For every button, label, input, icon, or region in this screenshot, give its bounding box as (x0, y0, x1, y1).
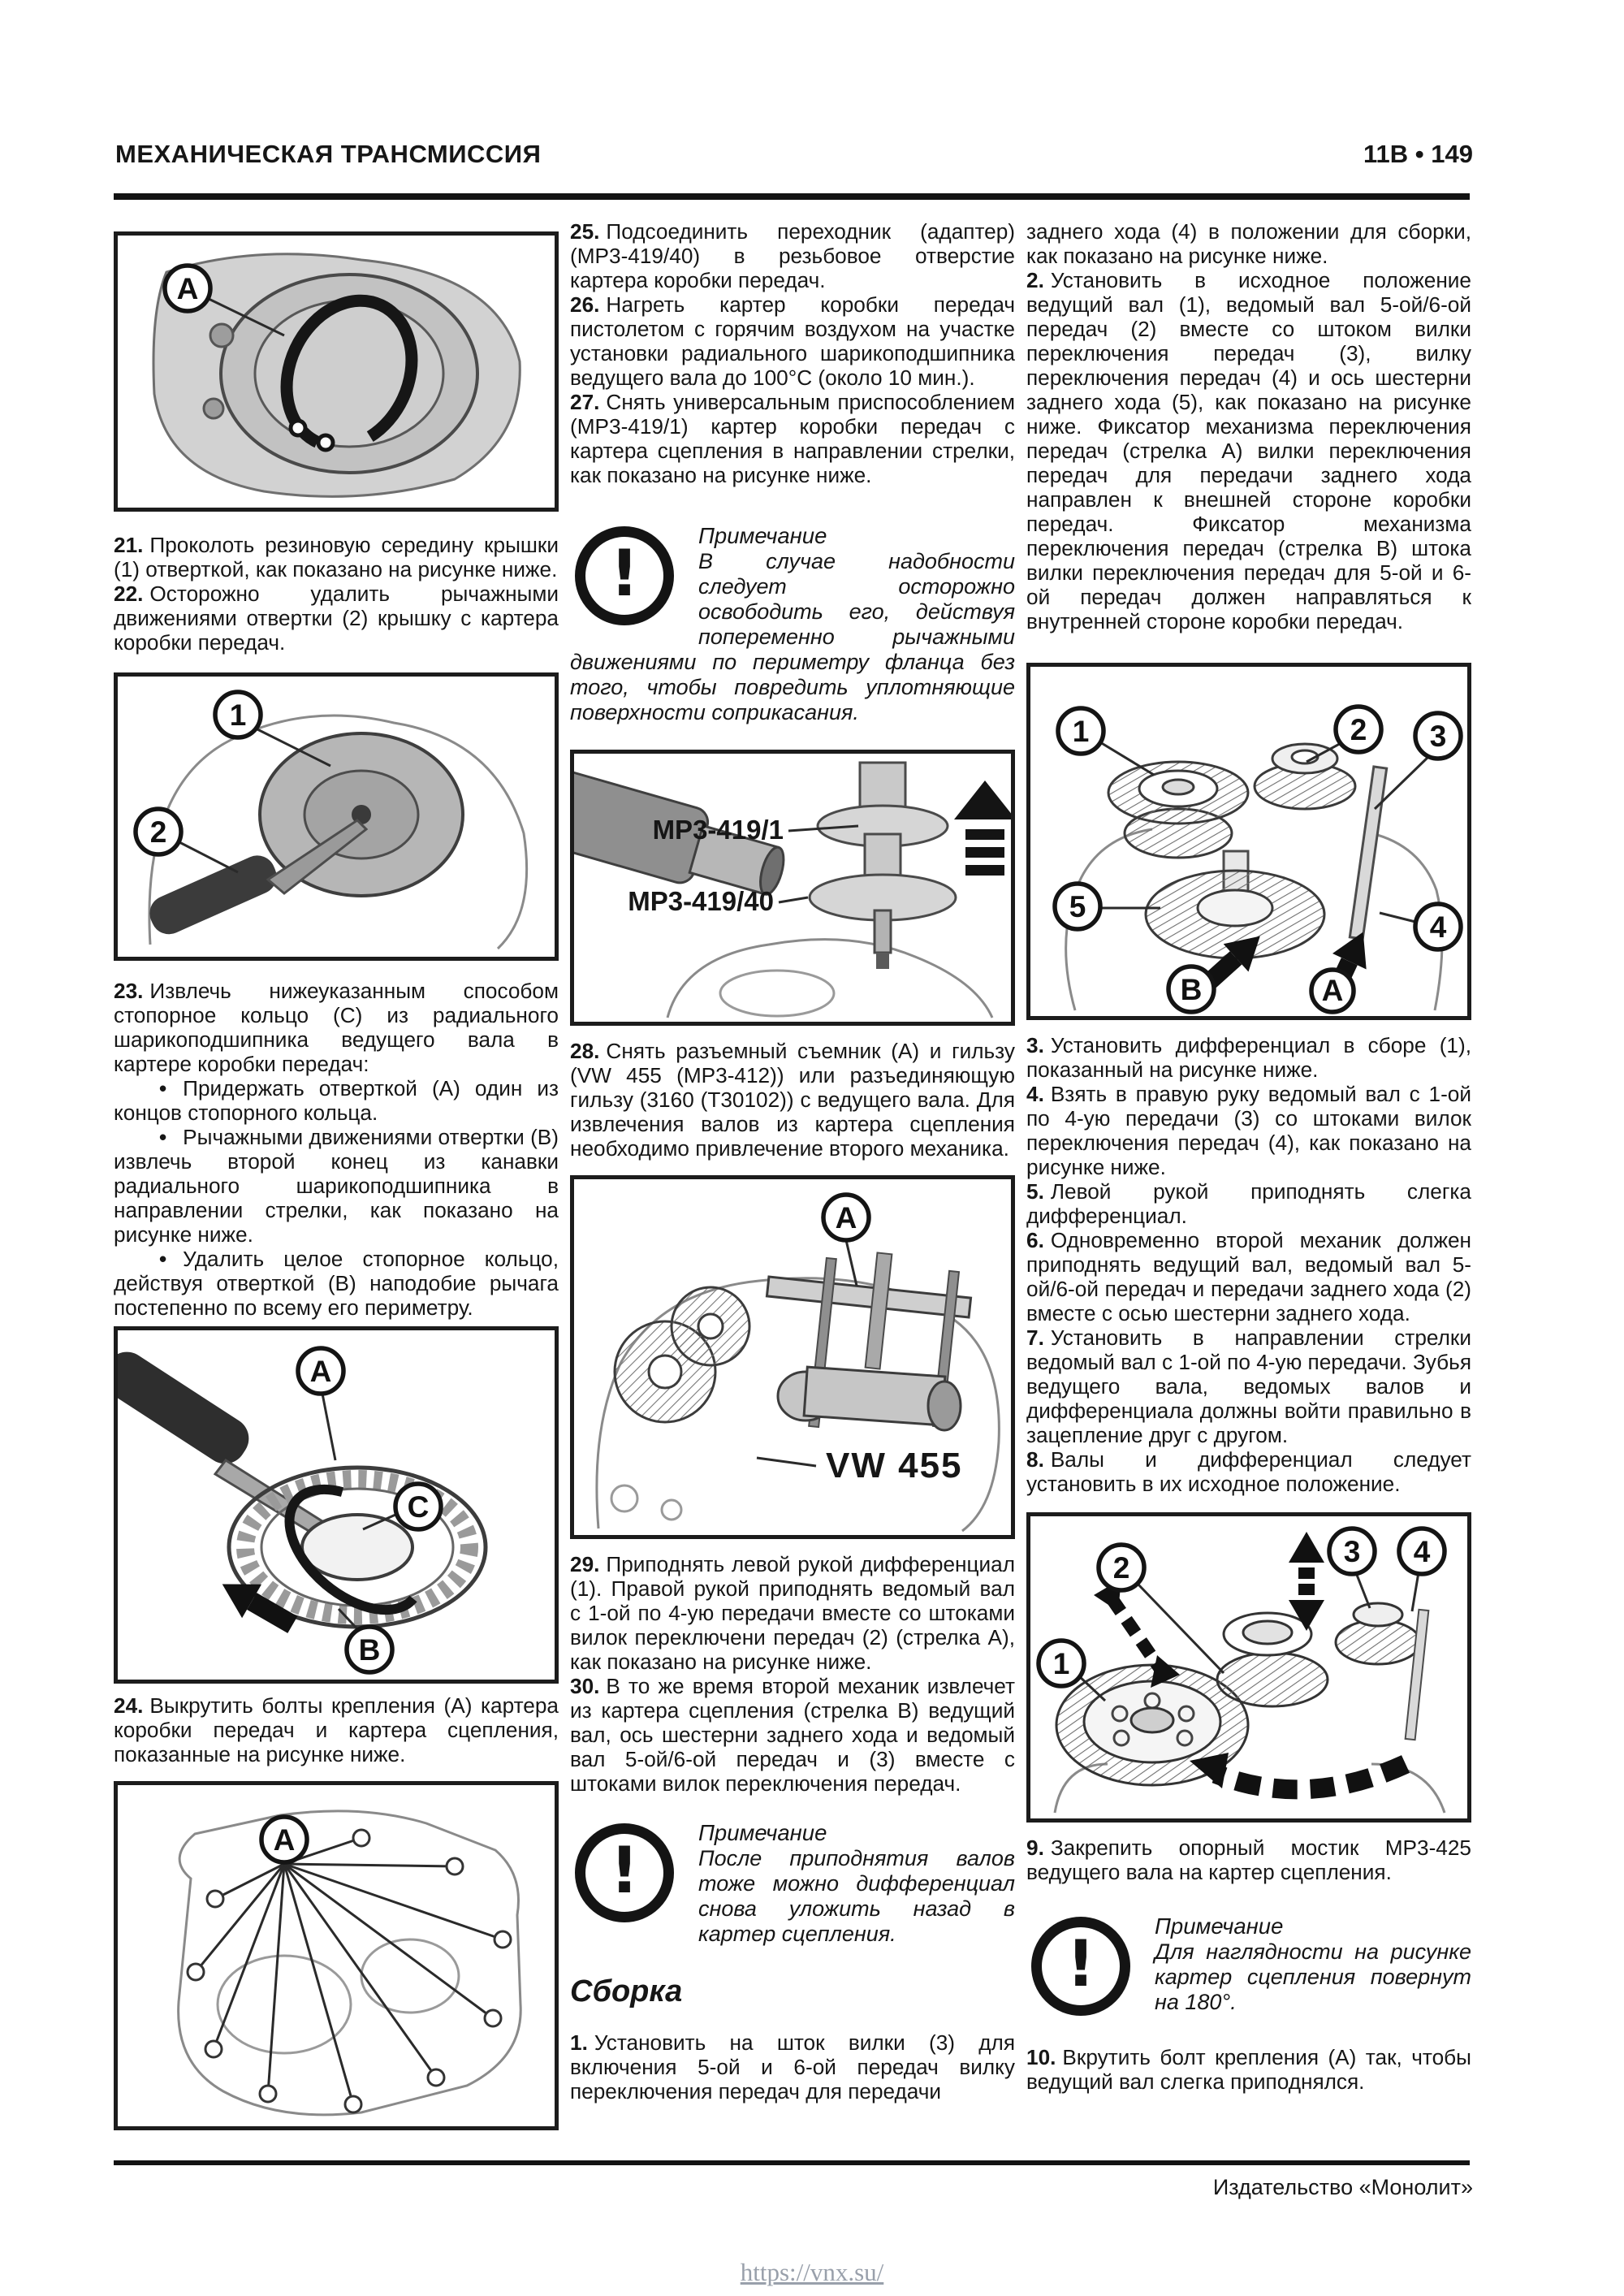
step-number: 10. (1026, 2045, 1056, 2069)
note-title: Примечание (698, 523, 827, 548)
step-6 (1026, 1228, 1471, 1325)
step-text: Снять универсальным приспособлением (МР3-419/1) картер коробки передач с картера сцепления в направлении стрелки, как показано на рисунке ниже. (570, 390, 1015, 487)
bullet-text: Придержать отверткой (А) один из концов стопорного кольца. (114, 1076, 559, 1125)
svg-text:3: 3 (1429, 720, 1447, 753)
step-text: Левой рукой приподнять слегка дифференциал. (1026, 1179, 1471, 1228)
step-number: 9. (1026, 1836, 1044, 1860)
svg-text:B: B (1180, 973, 1203, 1006)
step-number: 30. (570, 1674, 600, 1698)
warning-icon: ! (575, 1823, 674, 1922)
step-number: 2. (1026, 268, 1044, 292)
bullet-item (114, 1125, 559, 1247)
step-5 (1026, 1179, 1471, 1228)
step-27 (570, 390, 1015, 487)
callout-2 (136, 809, 238, 872)
step-number: 27. (570, 390, 600, 414)
gear-stack-right (1336, 1603, 1428, 1740)
bullet-item (114, 1247, 559, 1320)
figure-remove-snap-ring (114, 1326, 559, 1684)
svg-text:1: 1 (229, 698, 247, 732)
callout-b (1168, 966, 1214, 1012)
note-title: Примечание (1155, 1913, 1284, 1939)
bullet-item (114, 1076, 559, 1125)
step-text: Проколоть резиновую середину крышки (1) отверткой, как показано на рисунке ниже. (114, 533, 559, 582)
svg-text:4: 4 (1429, 910, 1447, 944)
svg-text:A: A (1321, 974, 1344, 1007)
gear-stack-left (1108, 762, 1248, 858)
figure-adapter-tool (570, 750, 1015, 1026)
step-number: 21. (114, 533, 144, 557)
figure-snap-ring-cover (114, 231, 559, 512)
step-28 (570, 1039, 1015, 1161)
callout-3 (1329, 1529, 1375, 1608)
step-23 (114, 979, 559, 1076)
publisher-credit: Издательство «Монолит» (1212, 2175, 1473, 2199)
step-number: 29. (570, 1552, 600, 1576)
step-8 (1026, 1447, 1471, 1496)
pierce-cover-illustration (118, 677, 555, 957)
callout-a (298, 1348, 343, 1460)
step-number: 4. (1026, 1082, 1044, 1106)
content-columns (114, 219, 1471, 2130)
shafts-position-illustration (1030, 667, 1467, 1016)
step-text: Установить дифференциал в сборе (1), показанный на рисунке ниже. (1026, 1033, 1471, 1082)
figure-differential (1026, 1512, 1471, 1823)
step-text: Снять разъемный съемник (А) и гильзу (VW 455 (МР3-412)) или разъединяющую гильзу (3160 (Т30102)) с ведущего вала. Для извлечения валов из картера сцепления необходимо привлечение второго механика. (570, 1039, 1015, 1161)
warning-icon: ! (575, 526, 674, 625)
svg-text:A: A (273, 1823, 296, 1857)
svg-text:2: 2 (1112, 1551, 1130, 1585)
step-text: Установить в исходное положение ведущий вал (1), ведомый вал 5-ой/6-ой передач (2) вместе со штоком вилки переключения передач (3), вилку переключения передач (4) и ось шестерни заднего хода (5), как показано на рисунке ниже. Фиксатор механизма переключения передач (стрелка А) вилки переключения передач для передачи заднего хода направлен к внешней стороне коробки передач. Фиксатор механизма переключения передач (стрелка В) штока вилки переключения передач для 5-ой и 6-ой передач должен направляться к внутренней стороне коробки передач. (1026, 268, 1471, 633)
adapter-tool-illustration (574, 754, 1011, 1022)
step-number: 28. (570, 1039, 600, 1063)
note-block (1026, 1910, 1471, 2021)
gear-stack-center (1217, 1613, 1328, 1706)
step-3 (1026, 1033, 1471, 1082)
section-title: МЕХАНИЧЕСКАЯ ТРАНСМИССИЯ (115, 140, 542, 168)
screwdriver-handle (144, 850, 282, 940)
assembly-heading: Сборка (570, 1974, 683, 2008)
step-number: 26. (570, 292, 600, 317)
step-text: Одновременно второй механик должен приподнять ведущий вал, ведомый вал 5-ой/6-ой передач и передачи заднего хода (2) вместе с осью шестерни заднего хода. (1026, 1228, 1471, 1325)
step-24 (114, 1693, 559, 1766)
footer-rule (114, 2160, 1470, 2165)
step-text: Осторожно удалить рычажными движениями отвертки (2) крышку с картера коробки передач. (114, 582, 559, 655)
svg-text:2: 2 (149, 815, 167, 849)
step-text: Извлечь нижеуказанным способом стопорное кольцо (С) из радиального шарикоподшипника ведущего вала в картере коробки передач: (114, 979, 559, 1076)
remove-snap-ring-illustration (118, 1330, 555, 1680)
watermark-link[interactable]: https://vnx.su/ (740, 2258, 884, 2286)
svg-text:B: B (358, 1633, 381, 1667)
step-30 (570, 1674, 1015, 1796)
puller-illustration (574, 1179, 1011, 1535)
differential-illustration (1030, 1516, 1467, 1818)
callout-4 (1380, 904, 1461, 949)
callout-b (339, 1609, 392, 1672)
screwdriver-handle (118, 1344, 257, 1472)
step-21 (114, 533, 559, 582)
svg-text:C: C (407, 1490, 430, 1524)
step-9 (1026, 1836, 1471, 1884)
step-4 (1026, 1082, 1471, 1179)
callout-a (1311, 970, 1354, 1012)
note-title: Примечание (698, 1820, 827, 1845)
step-number: 3. (1026, 1033, 1044, 1057)
step-number: 1. (570, 2030, 588, 2055)
tool-label-vw455: VW 455 (826, 1446, 963, 1485)
note-block (570, 1817, 1015, 1947)
step-26 (570, 292, 1015, 390)
step-2 (1026, 268, 1471, 633)
bullet-text: Рычажными движениями отвертки (В) извлечь второй конец из канавки радиального шарикоподшипника в направлении стрелки, как показано на рисунке ниже. (114, 1125, 559, 1247)
callout-4 (1399, 1529, 1445, 1611)
step-text: заднего хода (4) в положении для сборки, как показано на рисунке ниже. (1026, 219, 1471, 268)
step-1 (570, 2030, 1015, 2104)
svg-text:1: 1 (1052, 1647, 1070, 1680)
puller-tool (767, 1252, 970, 1430)
callout-3 (1375, 713, 1461, 809)
step-number: 8. (1026, 1447, 1044, 1472)
page-number: 11В • 149 (1363, 140, 1473, 168)
figure-case-bolts (114, 1781, 559, 2130)
callout-1 (1058, 708, 1154, 775)
step-text: Валы и дифференциал следует установить в их исходное положение. (1026, 1447, 1471, 1496)
svg-text:A: A (176, 272, 199, 305)
note-text: После приподнятия валов тоже можно дифференциал снова уложить назад в картер сцепления. (698, 1846, 1015, 1946)
svg-text:4: 4 (1413, 1535, 1431, 1568)
step-text: Установить на шток вилки (3) для включения 5-ой и 6-ой передач вилку переключения передач для передачи (570, 2030, 1015, 2104)
step-text: Закрепить опорный мостик МР3-425 ведущего вала на картер сцепления. (1026, 1836, 1471, 1884)
gear-stack-right (1255, 744, 1355, 809)
step-text: Приподнять левой рукой дифференциал (1). Правой рукой приподнять ведомый вал с 1-ой по 4-ую передачи вместе со штоками вилок переключени передач (2) (стрелка А), как показано на рисунке ниже. (570, 1552, 1015, 1674)
step-text: Нагреть картер коробки передач пистолетом с горячим воздухом на участке установки радиального шарикоподшипника ведущего вала до 100°С (около 10 мин.). (570, 292, 1015, 390)
step-text: Взять в правую руку ведомый вал с 1-ой по 4-ую передачи (3) со штоками вилок переключения передач (4), как показано на рисунке ниже. (1026, 1082, 1471, 1179)
callout-a (261, 1817, 307, 1862)
puller-adapter-tool (810, 763, 956, 969)
bullet-marker: • (159, 1247, 167, 1271)
bullet-marker: • (159, 1125, 167, 1149)
header-rule (114, 193, 1470, 200)
svg-text:A: A (309, 1355, 332, 1388)
svg-text:3: 3 (1343, 1535, 1361, 1568)
snap-ring-cover-illustration (118, 236, 555, 508)
step-text: Вкрутить болт крепления (А) так, чтобы ведущий вал слегка приподнялся. (1026, 2045, 1471, 2094)
svg-text:2: 2 (1350, 713, 1367, 746)
figure-pierce-cover (114, 672, 559, 961)
step-10 (1026, 2045, 1471, 2094)
curved-arrow (1216, 1764, 1406, 1789)
step-text: Установить в направлении стрелки ведомый вал с 1-ой по 4-ую передачи. Зубья ведущего вала, ведомых валов и дифференциала должны войти правильно в зацепление друг с другом. (1026, 1325, 1471, 1447)
callout-5 (1055, 884, 1160, 929)
step-number: 22. (114, 582, 144, 606)
step-number: 24. (114, 1693, 144, 1718)
svg-text:5: 5 (1069, 890, 1086, 923)
step-22 (114, 582, 559, 655)
step-7 (1026, 1325, 1471, 1447)
step-number: 5. (1026, 1179, 1044, 1204)
step-number: 7. (1026, 1325, 1044, 1350)
step-25 (570, 219, 1015, 292)
bullet-marker: • (159, 1076, 167, 1100)
note-text: Для наглядности на рисунке картер сцепления повернут на 180°. (1155, 1939, 1471, 2014)
note-text: В случае надобности следует осторожно освободить его, действуя попеременно рычажными движениями по периметру фланца без того, чтобы повредить уплотняющие поверхности соприкасания. (570, 549, 1015, 724)
bolt-leader-lines (196, 1838, 503, 2104)
column-2 (570, 219, 1015, 2130)
step-number: 6. (1026, 1228, 1044, 1252)
svg-text:A: A (835, 1201, 857, 1234)
case-bolts-illustration (118, 1785, 555, 2126)
up-arrow-icon (954, 780, 1011, 876)
figure-puller (570, 1175, 1015, 1539)
tool-label-lower: MP3-419/40 (628, 886, 774, 916)
warning-icon: ! (1031, 1917, 1130, 2016)
figure-shafts-position (1026, 663, 1471, 1020)
step-text: Подсоединить переходник (адаптер) (МР3-419/40) в резьбовое отверстие картера коробки передач. (570, 219, 1015, 292)
step-text: В то же время второй механик извлечет из картера сцепления (стрелка В) ведущий вал, ось шестерни заднего хода и ведомый вал 5-ой/6-ой передач и (3) вместе с штоками вилок переключения передач. (570, 1674, 1015, 1796)
note-block (570, 520, 1015, 725)
step-1-continuation (1026, 219, 1471, 268)
step-number: 25. (570, 219, 600, 244)
step-29 (570, 1552, 1015, 1674)
bullet-text: Удалить целое стопорное кольцо, действуя отверткой (В) наподобие рычага постепенно по всему его периметру. (114, 1247, 559, 1320)
step-number: 23. (114, 979, 144, 1003)
svg-text:1: 1 (1072, 715, 1090, 748)
column-3 (1026, 219, 1471, 2130)
column-1 (114, 219, 559, 2130)
tool-label-upper: MP3-419/1 (652, 815, 784, 845)
step-text: Выкрутить болты крепления (А) картера коробки передач и картера сцепления, показанные на рисунке ниже. (114, 1693, 559, 1766)
